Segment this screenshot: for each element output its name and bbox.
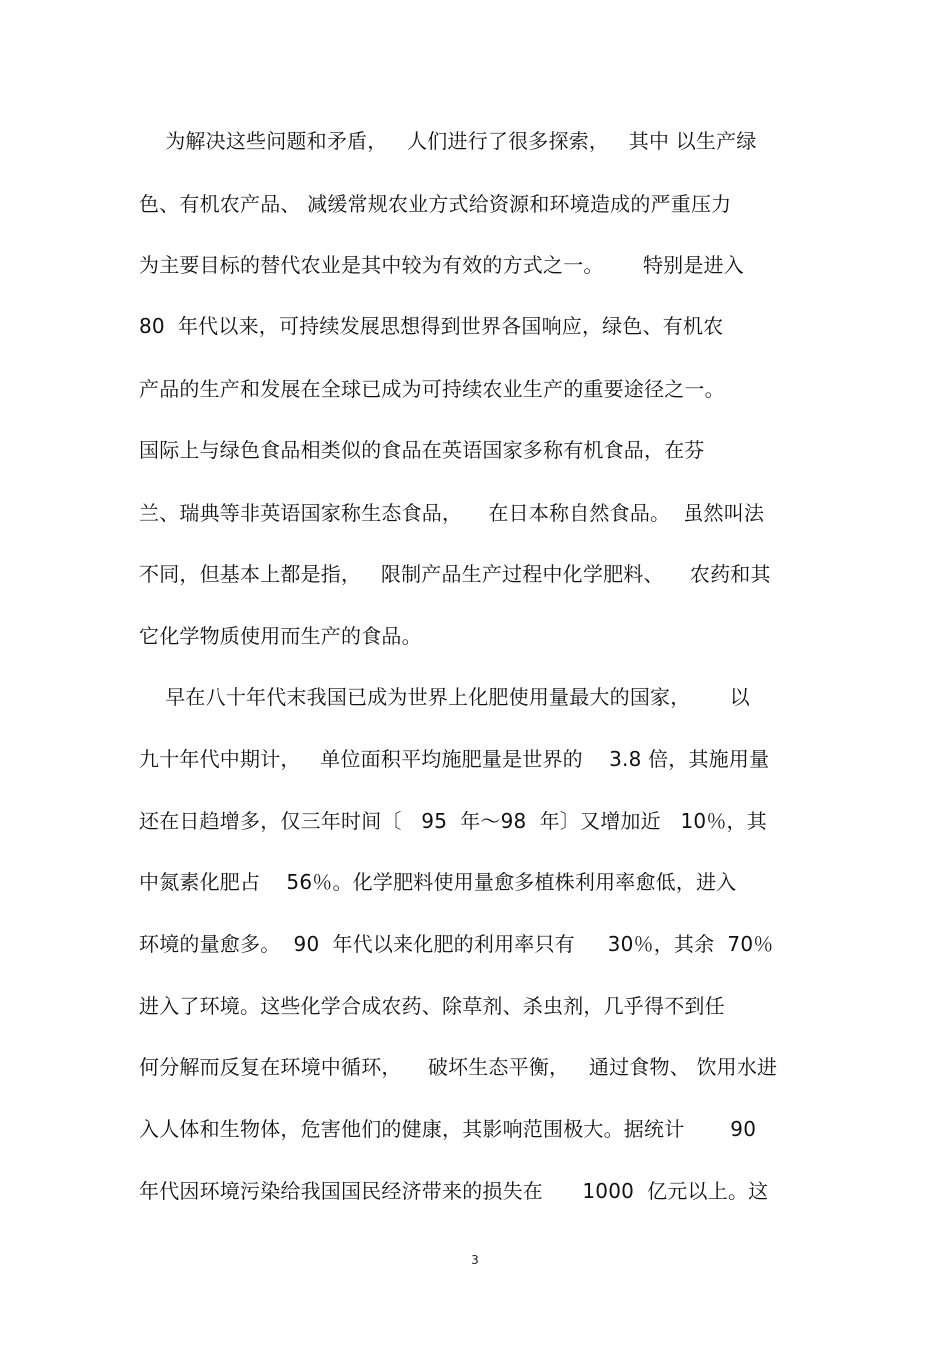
- text-line: 九十年代中期计， 单位面积平均施肥量是世界的 3.8 倍，其施用量: [139, 747, 770, 771]
- text-line: 环境的量愈多。 90 年代以来化肥的利用率只有 30％，其余 70％: [139, 932, 774, 956]
- text-line: 国际上与绿色食品相类似的食品在英语国家多称有机食品，在芬: [139, 438, 705, 462]
- text-line: 年代因环境污染给我国国民经济带来的损失在 1000 亿元以上。这: [139, 1179, 769, 1203]
- text-line: 何分解而反复在环境中循环， 破坏生态平衡， 通过食物、 饮用水进: [139, 1055, 778, 1079]
- text-line: 中氮素化肥占 56％。化学肥料使用量愈多植株利用率愈低，进入: [139, 870, 737, 894]
- text-line: 还在日趋增多，仅三年时间〔 95 年～98 年〕又增加近 10％，其: [139, 809, 767, 833]
- text-line: 不同，但基本上都是指， 限制产品生产过程中化学肥料、 农药和其: [139, 562, 771, 586]
- text-line: 它化学物质使用而生产的食品。: [139, 624, 422, 648]
- text-line: 早在八十年代末我国已成为世界上化肥使用量最大的国家， 以: [139, 685, 750, 709]
- text-line: 为主要目标的替代农业是其中较为有效的方式之一。 特别是进入: [139, 253, 744, 277]
- text-line: 80 年代以来，可持续发展思想得到世界各国响应，绿色、有机农: [139, 314, 724, 338]
- page-number: 3: [471, 1253, 479, 1267]
- text-line: 色、有机农产品、 减缓常规农业方式给资源和环境造成的严重压力: [139, 192, 732, 216]
- text-line: 为解决这些问题和矛盾， 人们进行了很多探索， 其中 以生产绿: [139, 129, 757, 153]
- text-line: 兰、瑞典等非英语国家称生态食品， 在日本称自然食品。 虽然叫法: [139, 501, 765, 525]
- text-line: 产品的生产和发展在全球已成为可持续农业生产的重要途径之一。: [139, 377, 725, 401]
- text-line: 进入了环境。这些化学合成农药、除草剂、杀虫剂，几乎得不到任: [139, 994, 725, 1018]
- text-line: 入人体和生物体，危害他们的健康，其影响范围极大。据统计 90: [139, 1117, 757, 1141]
